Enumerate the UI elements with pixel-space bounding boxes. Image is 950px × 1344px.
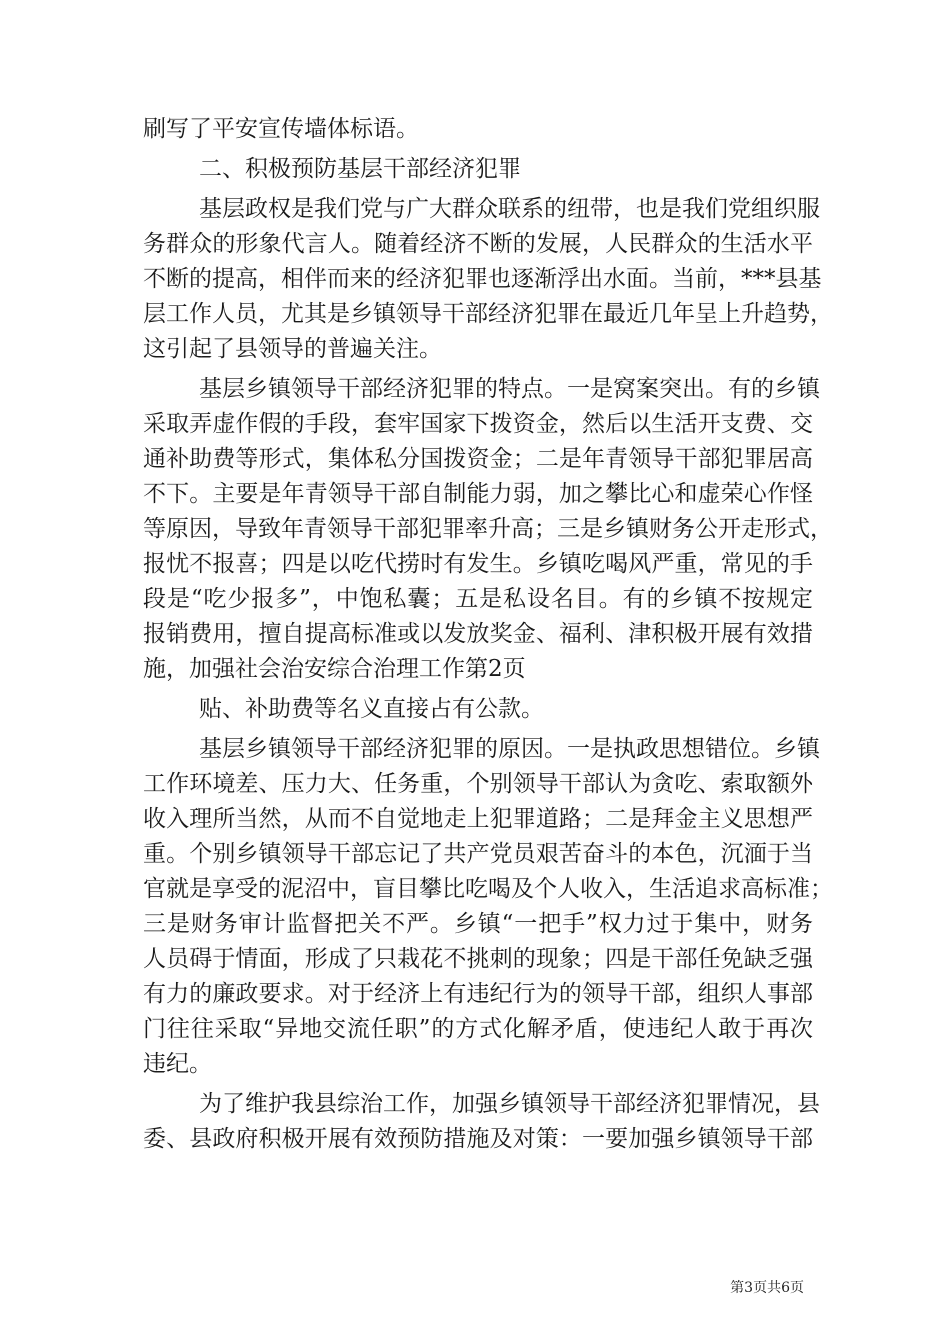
paragraph-line: 不下。主要是年青领导干部自制能力弱，加之攀比心和虚荣心作怪 (143, 481, 813, 507)
paragraph-line: 违纪。 (143, 1051, 212, 1077)
paragraph-line: 务群众的形象代言人。随着经济不断的发展，人民群众的生活水平 (143, 231, 813, 257)
paragraph-line: 收入理所当然，从而不自觉地走上犯罪道路；二是拜金主义思想严 (143, 806, 813, 832)
paragraph-line: 官就是享受的泥沼中，盲目攀比吃喝及个人收入，生活追求高标准； (143, 876, 833, 902)
paragraph-line: 基层乡镇领导干部经济犯罪的特点。一是窝案突出。有的乡镇 (199, 376, 820, 402)
page-number: 第3页共6页 (730, 1280, 804, 1296)
paragraph-line: 三是财务审计监督把关不严。乡镇“一把手”权力过于集中，财务 (143, 911, 813, 937)
paragraph-line: 采取弄虚作假的手段，套牢国家下拨资金，然后以生活开支费、交 (143, 411, 813, 437)
paragraph-line: 报忧不报喜；四是以吃代捞时有发生。乡镇吃喝风严重，常见的手 (143, 551, 813, 577)
paragraph-line: 人员碍于情面，形成了只栽花不挑刺的现象；四是干部任免缺乏强 (143, 946, 813, 972)
paragraph-line: 报销费用，擅自提高标准或以发放奖金、福利、津积极开展有效措 (143, 621, 813, 647)
paragraph-line: 这引起了县领导的普遍关注。 (143, 336, 442, 362)
paragraph-line: 贴、补助费等名义直接占有公款。 (199, 696, 544, 722)
paragraph-line: 段是“吃少报多”，中饱私囊；五是私设名目。有的乡镇不按规定 (143, 586, 813, 612)
section-heading: 二、积极预防基层干部经济犯罪 (199, 156, 521, 182)
paragraph-line: 基层乡镇领导干部经济犯罪的原因。一是执政思想错位。乡镇 (199, 736, 820, 762)
paragraph-line: 重。个别乡镇领导干部忘记了共产党员艰苦奋斗的本色，沉湎于当 (143, 841, 813, 867)
paragraph-line: 委、县政府积极开展有效预防措施及对策：一要加强乡镇领导干部 (143, 1126, 813, 1152)
paragraph-line: 层工作人员，尤其是乡镇领导干部经济犯罪在最近几年呈上升趋势， (143, 301, 833, 327)
paragraph-line: 为了维护我县综治工作，加强乡镇领导干部经济犯罪情况，县 (199, 1091, 820, 1117)
paragraph-line: 工作环境差、压力大、任务重，个别领导干部认为贪吃、索取额外 (143, 771, 813, 797)
paragraph-line: 施，加强社会治安综合治理工作第2页 (143, 656, 526, 682)
paragraph-line: 不断的提高，相伴而来的经济犯罪也逐渐浮出水面。当前，***县基 (143, 266, 822, 292)
paragraph-line: 基层政权是我们党与广大群众联系的纽带，也是我们党组织服 (199, 196, 820, 222)
paragraph-line: 刷写了平安宣传墙体标语。 (143, 116, 419, 142)
paragraph-line: 等原因，导致年青领导干部犯罪率升高；三是乡镇财务公开走形式， (143, 516, 833, 542)
paragraph-line: 门往往采取“异地交流任职”的方式化解矛盾，使违纪人敢于再次 (143, 1016, 813, 1042)
paragraph-line: 有力的廉政要求。对于经济上有违纪行为的领导干部，组织人事部 (143, 981, 813, 1007)
paragraph-line: 通补助费等形式，集体私分国拨资金；二是年青领导干部犯罪居高 (143, 446, 813, 472)
